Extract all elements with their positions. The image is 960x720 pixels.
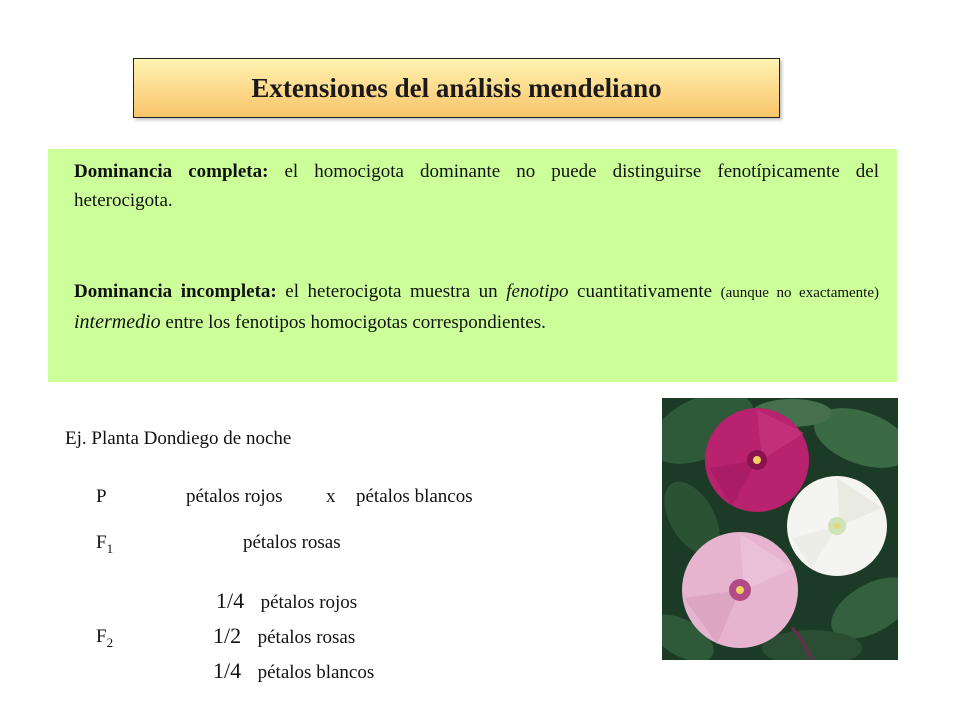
f2-label-red: pétalos rojos — [260, 592, 358, 613]
p-parent-white: pétalos blancos — [356, 486, 473, 507]
incomplete-text-3: entre los fenotipos homocigotas correspondientes. — [160, 312, 546, 333]
f1-result: pétalos rosas — [243, 532, 341, 553]
magenta-flower-icon — [705, 408, 809, 512]
p-generation-label: P — [96, 486, 107, 507]
f2-label-white: pétalos blancos — [257, 662, 375, 683]
phenotype-word: fenotipo — [506, 281, 569, 302]
f1-generation-label: $F_1$ — [96, 532, 114, 556]
f2-row-pink — [213, 623, 355, 649]
definitions-box — [48, 149, 897, 382]
f2-ratio-red: 1/4 — [216, 588, 245, 613]
incomplete-text-1: el heterocigota muestra un — [276, 281, 507, 302]
four-oclock-flower-photo — [662, 398, 898, 660]
complete-dominance-text: el homocigota dominante no puede distinguirse fenotípicamente del heterocigota. — [74, 161, 880, 211]
complete-dominance-paragraph — [74, 157, 879, 215]
f2-ratio-white: 1/4 — [213, 658, 242, 683]
incomplete-text-2: cuantitativamente — [568, 281, 721, 302]
f2-generation-label: $F_2$ — [96, 626, 114, 650]
pink-flower-icon — [682, 532, 798, 648]
incomplete-dominance-paragraph — [74, 277, 879, 337]
title-box — [133, 58, 780, 118]
incomplete-aside: (aunque no exactamente) — [720, 285, 879, 301]
f2-label-pink: pétalos rosas — [257, 627, 356, 648]
p-cross-symbol: x — [326, 486, 336, 507]
f2-ratio-pink: 1/2 — [213, 623, 242, 648]
white-flower-icon — [787, 476, 887, 576]
f2-row-red — [216, 588, 357, 614]
example-label: Ej. Planta Dondiego de noche — [65, 428, 292, 449]
p-parent-red: pétalos rojos — [186, 486, 283, 507]
intermediate-word: intermedio — [74, 311, 161, 333]
flower-illustration — [662, 398, 898, 660]
f2-row-white — [213, 658, 374, 684]
slide-title: Extensiones del análisis mendeliano — [251, 72, 662, 103]
incomplete-dominance-term: Dominancia incompleta: — [74, 281, 277, 302]
complete-dominance-term: Dominancia completa: — [74, 161, 269, 182]
